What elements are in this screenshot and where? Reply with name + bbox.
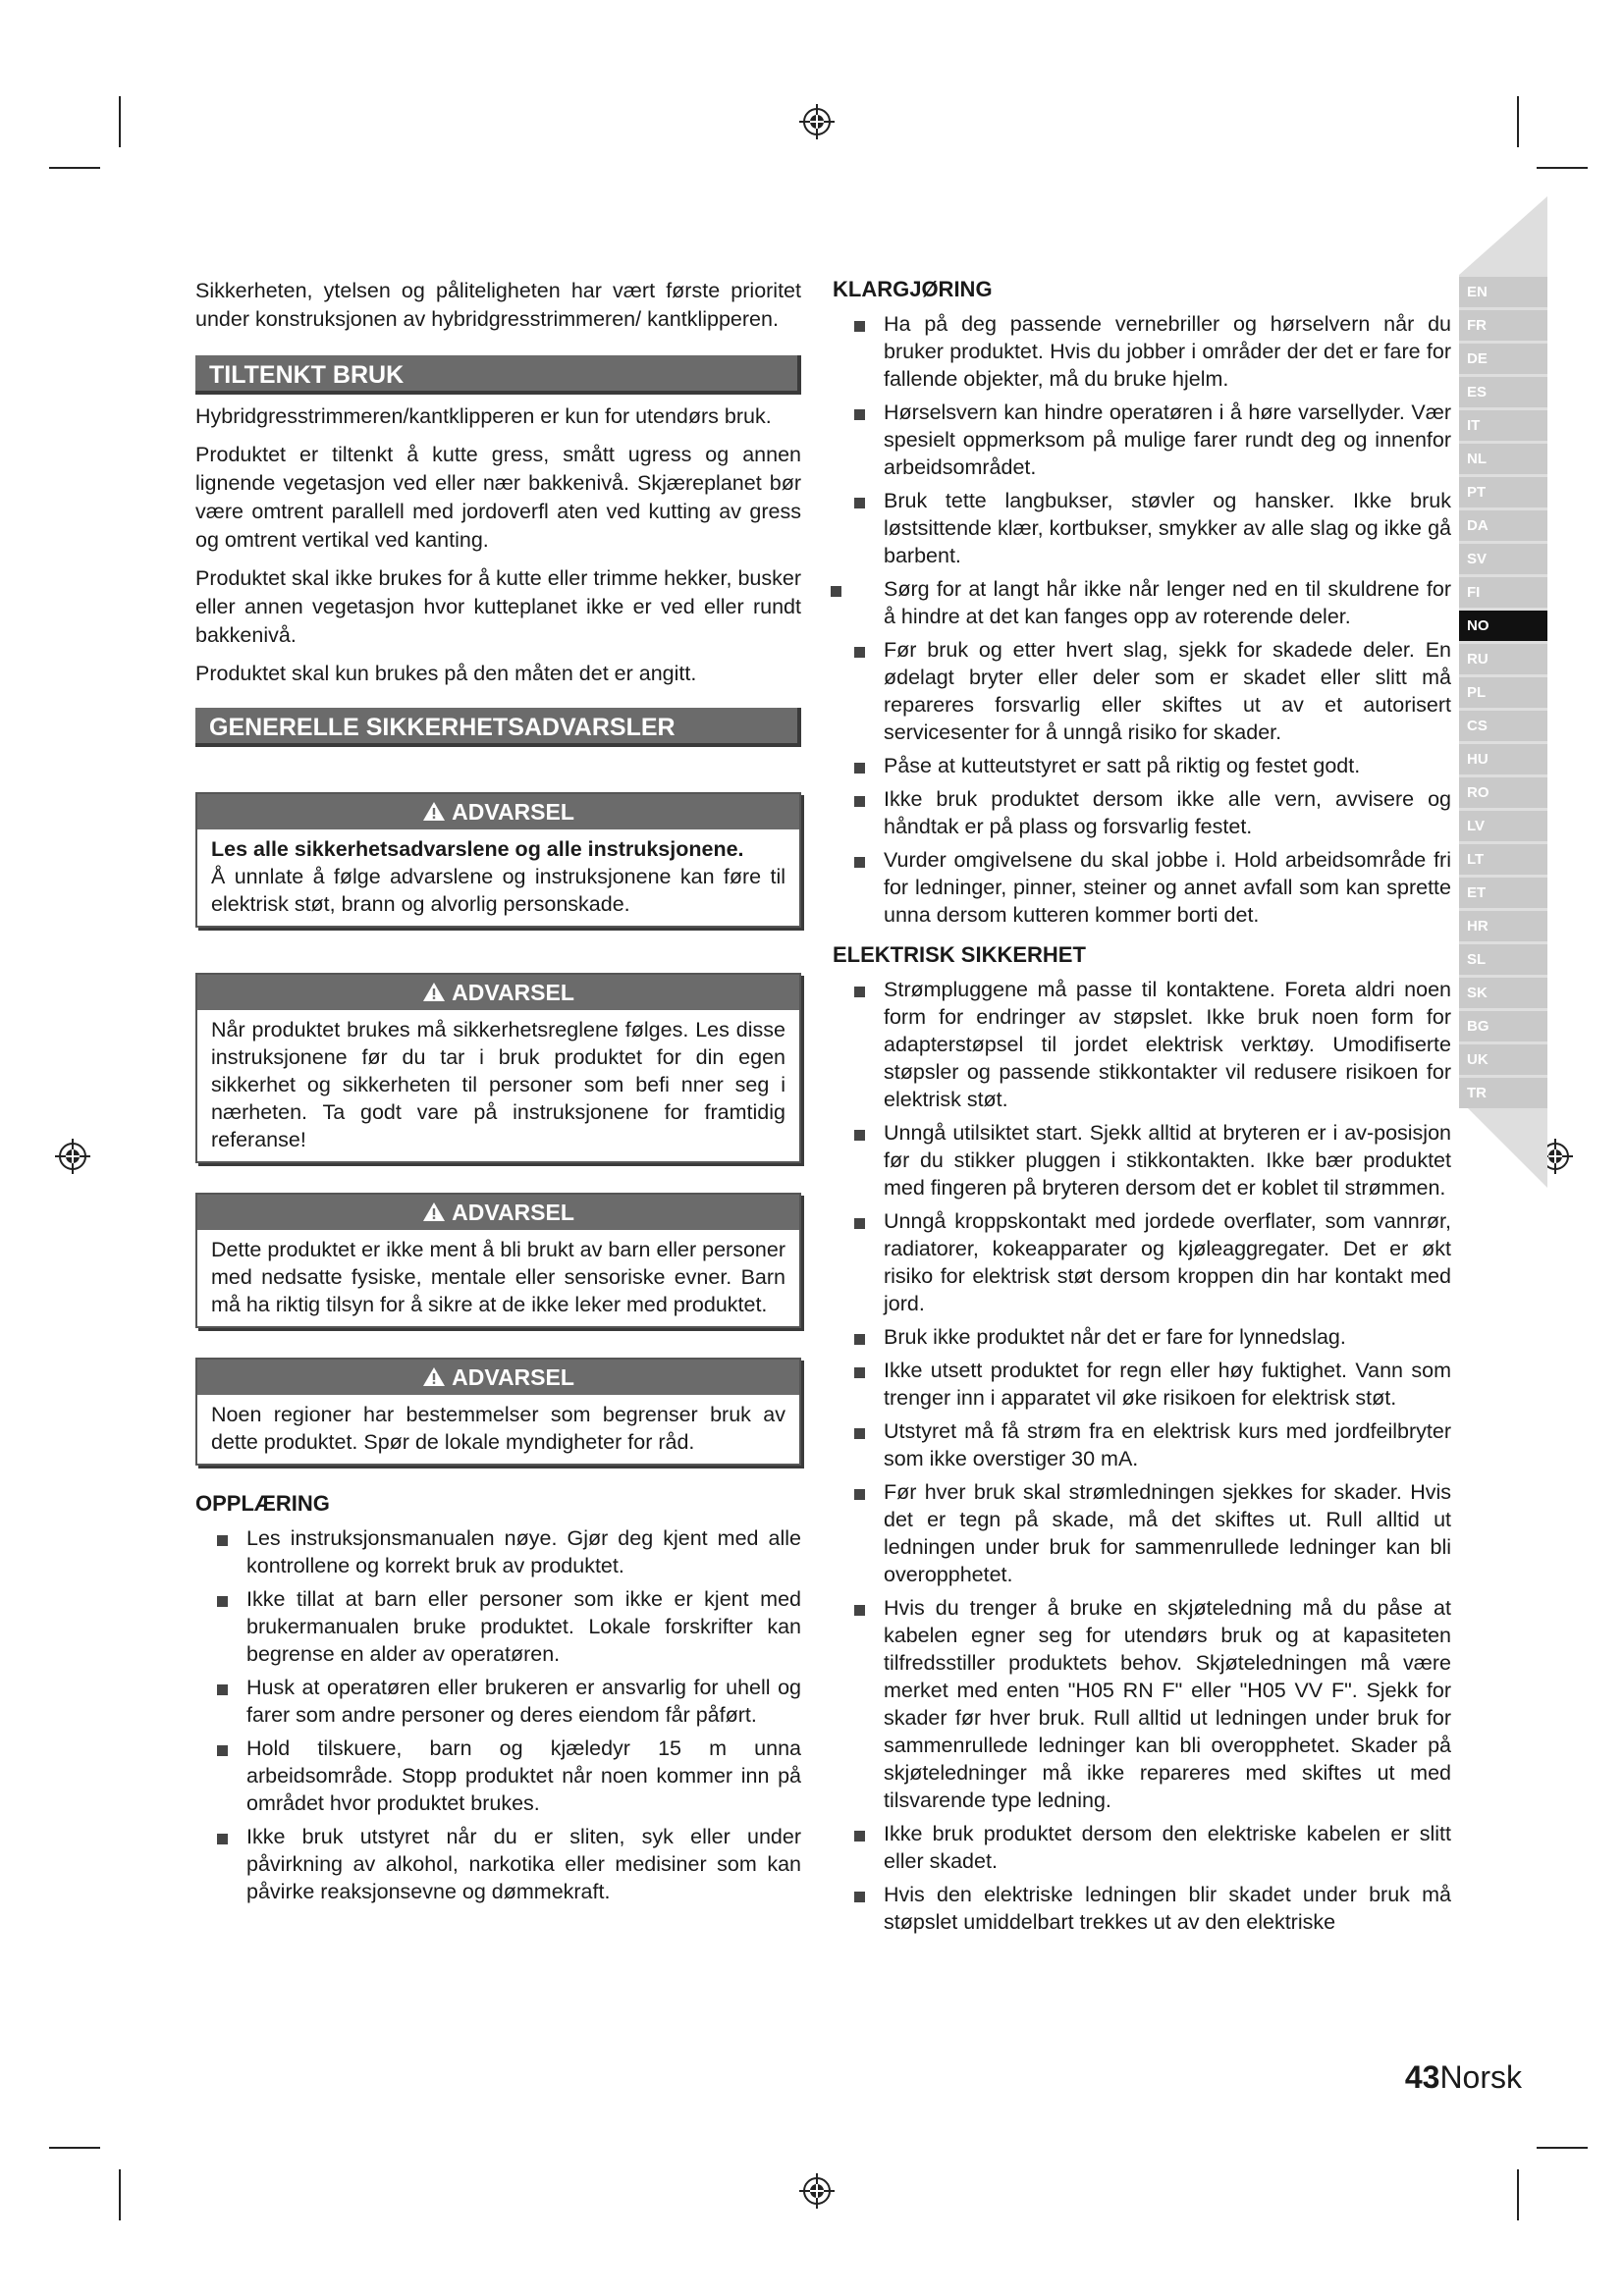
list-item: Påse at kutteutstyret er satt på riktig og festet godt.: [833, 752, 1451, 779]
page-number: [1375, 2059, 1522, 2096]
list-item: Unngå kroppskontakt med jordede overflater, som vannrør, radiatorer, kokeapparater og kjøleaggregater. Det er økt risiko for elektrisk støt dersom kroppen din har kontakt med jord.: [833, 1207, 1451, 1317]
language-tab: HU: [1459, 744, 1547, 774]
right-column: [833, 277, 1451, 1942]
list-item: Unngå utilsiktet start. Sjekk alltid at bryteren er i av-posisjon før du stikker pluggen i stikkontakten. Ikke bær produktet med fingeren på bryteren dersom det er koblet til strømmen.: [833, 1119, 1451, 1201]
list-item: Ikke bruk utstyret når du er sliten, syk eller under påvirkning av alkohol, narkotika eller medisiner som kan påvirke reaksjonsevne og dømmekraft.: [195, 1823, 801, 1905]
language-tab: SL: [1459, 944, 1547, 975]
crop-mark: [119, 96, 121, 147]
language-tab: ET: [1459, 878, 1547, 908]
language-tab: TR: [1459, 1078, 1547, 1108]
list-item: Sørg for at langt hår ikke når lenger ned en til skuldrene for å hindre at det kan fanges opp av roterende deler.: [833, 575, 1451, 630]
language-tab: RO: [1459, 777, 1547, 808]
language-tab: PT: [1459, 477, 1547, 507]
warning-body: [197, 1230, 799, 1326]
preparation-list: [833, 310, 1451, 929]
left-column: [195, 277, 801, 1911]
paragraph: Produktet skal ikke brukes for å kutte eller trimme hekker, busker eller annen vegetasjon hvor kutteplanet ikke er ved eller rundt bakkenivå.: [195, 566, 801, 647]
language-tab: SK: [1459, 978, 1547, 1008]
warning-header: [197, 1195, 799, 1230]
crop-mark: [49, 167, 100, 169]
warning-body: [197, 1395, 799, 1464]
crop-mark: [1517, 2169, 1519, 2220]
language-tab: EN: [1459, 277, 1547, 307]
language-tab: DE: [1459, 344, 1547, 374]
list-item: Ikke bruk produktet dersom den elektriske kabelen er slitt eller skadet.: [833, 1820, 1451, 1875]
warning-label: ADVARSEL: [452, 980, 574, 1005]
list-item: Ikke utsett produktet for regn eller høy fuktighet. Vann som trenger inn i apparatet vil øke risikoen for elektrisk støt.: [833, 1357, 1451, 1412]
list-item: Utstyret må få strøm fra en elektrisk kurs med jordfeilbryter som ikke overstiger 30 mA.: [833, 1417, 1451, 1472]
registration-mark-icon: [797, 2171, 837, 2211]
warning-triangle-icon: [422, 801, 446, 822]
list-item: Husk at operatøren eller brukeren er ansvarlig for uhell og farer som andre personer og deres eiendom får påført.: [195, 1674, 801, 1729]
paragraph: Produktet skal kun brukes på den måten det er angitt.: [195, 662, 697, 685]
subheading-electrical-safety: ELEKTRISK SIKKERHET: [833, 942, 1086, 967]
subheading-preparation: KLARGJØRING: [833, 277, 993, 301]
language-tab: RU: [1459, 644, 1547, 674]
warning-label: ADVARSEL: [452, 799, 574, 825]
list-item: Hørselsvern kan hindre operatøren i å høre varsellyder. Vær spesielt oppmerksom på mulige farer rundt deg og innenfor arbeidsområdet.: [833, 399, 1451, 481]
page-number-value: 43: [1404, 2059, 1440, 2095]
warning-header: [197, 794, 799, 829]
language-tab: LT: [1459, 844, 1547, 875]
warning-body: [197, 1010, 799, 1161]
language-tab: SV: [1459, 544, 1547, 574]
list-item: Ikke tillat at barn eller personer som ikke er kjent med brukermanualen bruke produktet. Lokale forskrifter kan begrense en alder av operatøren.: [195, 1585, 801, 1668]
crop-mark: [1517, 96, 1519, 147]
registration-mark-icon: [797, 102, 837, 141]
language-tab: FR: [1459, 310, 1547, 341]
language-tab: NL: [1459, 444, 1547, 474]
warning-text: Når produktet brukes må sikkerhetsreglene følges. Les disse instruksjonene før du tar i bruk produktet for din egen sikkerhet og sikkerheten til personer som befi nner seg i nærheten. Ta godt vare på instruksjonene for framtidig referanse!: [211, 1018, 785, 1151]
page-language: Norsk: [1439, 2059, 1522, 2095]
warning-body: [197, 829, 799, 926]
language-tab: HR: [1459, 911, 1547, 941]
warning-triangle-icon: [422, 982, 446, 1002]
warning-label: ADVARSEL: [452, 1200, 574, 1225]
language-tab: FI: [1459, 577, 1547, 608]
language-tab: UK: [1459, 1044, 1547, 1075]
list-item: Bruk tette langbukser, støvler og hansker. Ikke bruk løstsittende klær, kortbukser, smykker av alle slag og ikke gå barbent.: [833, 487, 1451, 569]
list-item: Bruk ikke produktet når det er fare for lynnedslag.: [833, 1323, 1451, 1351]
intended-use-body: [195, 402, 801, 688]
paragraph: Hybridgresstrimmeren/kantklipperen er kun for utendørs bruk.: [195, 404, 772, 428]
warning-box: [195, 1358, 801, 1466]
warning-triangle-icon: [422, 1366, 446, 1387]
section-heading-general-safety: GENERELLE SIKKERHETSADVARSLER: [195, 708, 801, 747]
warning-header: [197, 1360, 799, 1395]
list-item: Før bruk og etter hvert slag, sjekk for skadede deler. En ødelagt bryter eller deler som er skadet eller slitt må repareres forsvarlig eller skiftes ut av et autorisert servicesenter for å unngå risiko for skader.: [833, 636, 1451, 746]
language-tab: DA: [1459, 510, 1547, 541]
paragraph: Produktet er tiltenkt å kutte gress, smått ugress og annen lignende vegetasjon ved eller nær bakkenivå. Skjæreplanet bør være omtrent parallell med jordoverfl aten ved kutting av gress og omtrent vertikal ved kanting.: [195, 443, 801, 552]
language-tab: PL: [1459, 677, 1547, 708]
training-list: [195, 1524, 801, 1905]
language-tabs: [1459, 277, 1547, 1111]
language-tab: LV: [1459, 811, 1547, 841]
warning-label: ADVARSEL: [452, 1364, 574, 1390]
list-item: Hold tilskuere, barn og kjæledyr 15 m unna arbeidsområde. Stopp produktet når noen kommer inn på området hvor produktet brukes.: [195, 1735, 801, 1817]
crop-mark: [49, 2147, 100, 2149]
crop-mark: [119, 2169, 121, 2220]
warning-box: [195, 1193, 801, 1328]
language-tab-active: NO: [1459, 611, 1547, 641]
warning-text: Noen regioner har bestemmelser som begrenser bruk av dette produktet. Spør de lokale myndigheter for råd.: [211, 1403, 785, 1454]
list-item: Les instruksjonsmanualen nøye. Gjør deg kjent med alle kontrollene og korrekt bruk av produktet.: [195, 1524, 801, 1579]
language-tab: CS: [1459, 711, 1547, 741]
list-item: Hvis den elektriske ledningen blir skadet under bruk må støpslet umiddelbart trekkes ut av den elektriske: [833, 1881, 1451, 1936]
language-tab: IT: [1459, 410, 1547, 441]
subheading-training: OPPLÆRING: [195, 1491, 330, 1516]
list-item: Vurder omgivelsene du skal jobbe i. Hold arbeidsområde fri for ledninger, pinner, steiner og annet avfall som kan sprette unna dersom kutteren kommer borti det.: [833, 846, 1451, 929]
language-tab: ES: [1459, 377, 1547, 407]
list-item: Før hver bruk skal strømledningen sjekkes for skader. Hvis det er tegn på skade, må det skiftes ut. Rull alltid ut ledningen under bruk for sammenrullede ledninger kan bli overopphetet.: [833, 1478, 1451, 1588]
section-heading-intended-use: TILTENKT BRUK: [195, 355, 801, 395]
list-item: Hvis du trenger å bruke en skjøteledning må du påse at kabelen egner seg for utendørs bruk og at kapasiteten tilfredsstiller produktets behov. Skjøteledningen må være merket med enten "H05 RN F" eller "H05 VV F". Sjekk for skader før hver bruk. Rull alltid ut ledningen under bruk for sammenrullede ledninger kan bli overopphetet. Skader på skjøteledninger må ikke repareres med skiftes ut med tilsvarende type ledning.: [833, 1594, 1451, 1814]
list-item: Ikke bruk produktet dersom ikke alle vern, avvisere og håndtak er på plass og forsvarlig festet.: [833, 785, 1451, 840]
warning-triangle-icon: [422, 1201, 446, 1222]
warning-box: [195, 973, 801, 1163]
language-tab: BG: [1459, 1011, 1547, 1041]
warning-header: [197, 975, 799, 1010]
warning-bold-text: Les alle sikkerhetsadvarslene og alle instruksjonene.: [211, 837, 744, 861]
registration-mark-icon: [53, 1137, 92, 1176]
intro-text: Sikkerheten, ytelsen og påliteligheten har vært første prioritet under konstruksjonen av hybridgresstrimmeren/ kantklipperen.: [195, 279, 801, 331]
list-item: Strømpluggene må passe til kontaktene. Foreta aldri noen form for endringer av støpslet. Ikke bruk noen form for adapterstøpsel til jordet elektrisk verktøy. Umodifiserte støpsler og passende stikkontakter vil redusere risikoen for elektrisk støt.: [833, 976, 1451, 1113]
crop-mark: [1537, 2147, 1588, 2149]
electrical-list: [833, 976, 1451, 1936]
warning-text: Å unnlate å følge advarslene og instruksjonene kan føre til elektrisk støt, brann og alvorlig personskade.: [211, 865, 785, 916]
warning-box: [195, 792, 801, 928]
crop-mark: [1537, 167, 1588, 169]
list-item: Ha på deg passende vernebriller og hørselvern når du bruker produktet. Hvis du jobber i områder der det er fare for fallende objekter, må du bruke hjelm.: [833, 310, 1451, 393]
warning-text: Dette produktet er ikke ment å bli brukt av barn eller personer med nedsatte fysiske, mentale eller sensoriske evner. Barn må ha riktig tilsyn for å sikre at de ikke leker med produktet.: [211, 1238, 785, 1316]
